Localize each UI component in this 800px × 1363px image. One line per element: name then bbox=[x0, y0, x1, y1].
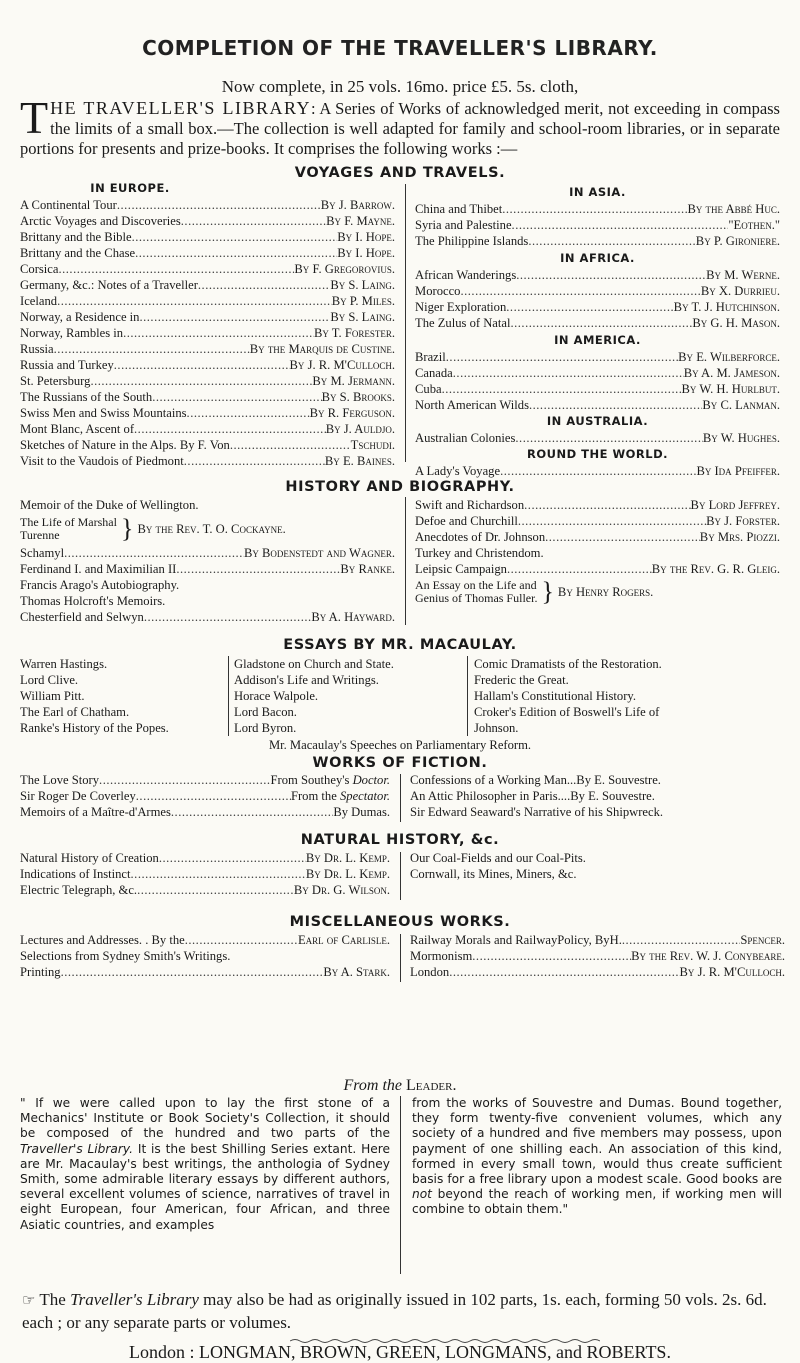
leader-quote-left: " If we were called upon to lay the first stone of a Mechanics' Institute or Book Society's Collection, it should be composed of the hundred and two parts of the Traveller's Library. It is the best Shilling Series extant. Here are Mr. Macaulay's best writings, the anthologia of Sydney Smith, some admirable literary essays by different authors, several excellent volumes of science, narratives of travel in eight European, four American, four African, and three Asiatic countries, and examples bbox=[20, 1096, 390, 1232]
dot-leader bbox=[99, 772, 270, 788]
brace-glyph: } bbox=[541, 577, 554, 606]
dot-leader bbox=[57, 293, 332, 309]
dot-leader bbox=[516, 267, 706, 283]
list-item bbox=[415, 283, 780, 299]
list-item bbox=[415, 430, 780, 446]
item-title: Brazil bbox=[415, 350, 446, 364]
item-author: By Ida Pfeiffer. bbox=[696, 464, 780, 478]
list-item bbox=[20, 421, 395, 437]
list-item: Croker's Edition of Boswell's Life of bbox=[474, 705, 660, 719]
subheading-australia: IN AUSTRALIA. bbox=[546, 414, 649, 428]
dot-leader bbox=[61, 964, 324, 980]
dot-leader bbox=[131, 866, 306, 882]
item-title: Canada bbox=[415, 366, 453, 380]
item-title: Germany, &c.: Notes of a Traveller bbox=[20, 278, 198, 292]
australia-list bbox=[415, 430, 780, 446]
list-item: An Attic Philosopher in Paris....By E. Souvestre. bbox=[410, 789, 655, 803]
item-author: By T. Forester. bbox=[313, 326, 395, 340]
item-author: Tschudi. bbox=[350, 438, 395, 452]
item-title: Memoirs of a Maître-d'Armes bbox=[20, 805, 171, 819]
item-author: By P. Gironiere. bbox=[695, 234, 780, 248]
list-item bbox=[410, 932, 785, 948]
list-item bbox=[20, 325, 395, 341]
item-author: By W. Hughes. bbox=[702, 431, 780, 445]
dot-leader bbox=[136, 788, 291, 804]
dot-leader bbox=[135, 245, 337, 261]
fiction-left-list bbox=[20, 772, 390, 820]
item-author: By the Rev. T. O. Cockayne. bbox=[137, 521, 286, 536]
item-title: Railway Morals and RailwayPolicy, ByH. bbox=[410, 933, 622, 947]
item-title: The Philippine Islands bbox=[415, 234, 529, 248]
list-item: Memoir of the Duke of Wellington. bbox=[20, 498, 199, 512]
dot-leader bbox=[181, 213, 326, 229]
library-title: HE TRAVELLER'S LIBRARY bbox=[50, 98, 311, 118]
list-item: Comic Dramatists of the Restoration. bbox=[474, 657, 662, 671]
dot-leader bbox=[506, 299, 673, 315]
list-item: Schamyl ..... By Bodenstedt and Wagner. bbox=[20, 545, 395, 561]
list-item bbox=[20, 437, 395, 453]
list-item bbox=[20, 373, 395, 389]
column-divider bbox=[228, 656, 229, 736]
item-title: Russia and Turkey bbox=[20, 358, 114, 372]
dot-leader bbox=[453, 365, 684, 381]
dot-leader bbox=[449, 964, 679, 980]
author-prefix: From Southey's bbox=[270, 773, 353, 787]
author-prefix: From the bbox=[290, 789, 340, 803]
item-author: By I. Hope. bbox=[337, 230, 395, 244]
list-item: Our Coal-Fields and our Coal-Pits. bbox=[410, 851, 586, 865]
subheading-asia: IN ASIA. bbox=[569, 185, 626, 199]
dot-leader bbox=[117, 197, 321, 213]
essays-column-2 bbox=[234, 656, 464, 736]
list-item: Swift and Richardson ..... By Lord Jeffrey. bbox=[415, 497, 780, 513]
item-author: By S. Laing. bbox=[330, 278, 395, 292]
brace-glyph: } bbox=[120, 514, 134, 543]
natural-left-list bbox=[20, 850, 390, 898]
author-emphasis: Spectator. bbox=[339, 789, 390, 803]
list-item bbox=[415, 233, 780, 249]
list-item: Cornwall, its Mines, Miners, &c. bbox=[410, 867, 577, 881]
item-title: Visit to the Vaudois of Piedmont bbox=[20, 454, 184, 468]
item-author bbox=[291, 788, 390, 804]
misc-right-list bbox=[410, 932, 785, 980]
item-author: By the Abbé Huc. bbox=[687, 202, 780, 216]
item-title: The Zulus of Natal bbox=[415, 316, 511, 330]
list-item bbox=[20, 964, 390, 980]
item-author: By C. Lanman. bbox=[702, 398, 780, 412]
list-item bbox=[415, 463, 780, 479]
list-item bbox=[20, 513, 395, 545]
item-author: By T. J. Hutchinson. bbox=[673, 300, 780, 314]
list-item bbox=[20, 405, 395, 421]
item-title: Sir Roger De Coverley bbox=[20, 789, 136, 803]
page-title: COMPLETION OF THE TRAVELLER'S LIBRARY. bbox=[142, 36, 658, 60]
dot-leader bbox=[510, 315, 692, 331]
drop-cap: T bbox=[20, 92, 49, 143]
item-title: Norway, Rambles in bbox=[20, 326, 124, 340]
africa-list bbox=[415, 267, 780, 331]
list-item bbox=[20, 866, 390, 882]
item-title: Printing bbox=[20, 965, 61, 979]
dot-leader bbox=[171, 804, 333, 820]
list-item bbox=[20, 357, 395, 373]
history-right-list bbox=[415, 497, 780, 607]
item-author: By Henry Rogers. bbox=[557, 584, 654, 599]
item-title-line: Turenne bbox=[20, 528, 60, 542]
list-item: Francis Arago's Autobiography. bbox=[20, 578, 180, 592]
item-author: By E. Baines. bbox=[324, 454, 395, 468]
item-author: By A. M. Jameson. bbox=[683, 366, 780, 380]
list-item: Chesterfield and Selwyn ..... By A. Hayward. bbox=[20, 609, 395, 625]
list-item bbox=[415, 267, 780, 283]
item-author: By R. Ferguson. bbox=[309, 406, 395, 420]
list-item: Lord Byron. bbox=[234, 721, 297, 735]
dot-leader bbox=[114, 357, 290, 373]
item-title-line: The Life of Marshal bbox=[20, 515, 117, 529]
item-author: By M. Jermann. bbox=[312, 374, 395, 388]
dot-leader bbox=[132, 229, 338, 245]
list-item: Lord Clive. bbox=[20, 673, 79, 687]
list-item bbox=[20, 882, 390, 898]
item-author: By S. Brooks. bbox=[321, 390, 395, 404]
item-author: By W. H. Hurlbut. bbox=[681, 382, 780, 396]
item-title: Arctic Voyages and Discoveries bbox=[20, 214, 181, 228]
item-author bbox=[271, 772, 390, 788]
list-item: Warren Hastings. bbox=[20, 657, 108, 671]
dot-leader bbox=[460, 283, 700, 299]
list-item bbox=[20, 804, 390, 820]
item-author: By Dr. G. Wilson. bbox=[293, 883, 390, 897]
misc-left-list bbox=[20, 932, 390, 980]
subheading-africa: IN AFRICA. bbox=[560, 251, 635, 265]
item-author: By J. Barrow. bbox=[320, 198, 395, 212]
list-item bbox=[20, 389, 395, 405]
list-item bbox=[20, 453, 395, 469]
item-title: Mont Blanc, Ascent of bbox=[20, 422, 135, 436]
dot-leader bbox=[515, 430, 703, 446]
item-author: By J. R. M'Culloch. bbox=[679, 965, 785, 979]
list-item bbox=[415, 201, 780, 217]
item-author: By E. Wilberforce. bbox=[678, 350, 780, 364]
section-heading-essays: ESSAYS BY MR. MACAULAY. bbox=[283, 637, 517, 653]
dot-leader bbox=[528, 233, 695, 249]
item-author: Spencer. bbox=[740, 933, 785, 947]
item-author: By S. Laing. bbox=[330, 310, 395, 324]
list-item: Johnson. bbox=[474, 721, 519, 735]
list-item: Addison's Life and Writings. bbox=[234, 673, 379, 687]
item-author: By X. Durrieu. bbox=[700, 284, 780, 298]
history-left-list bbox=[20, 497, 395, 625]
item-title: London bbox=[410, 965, 450, 979]
item-author: By Dr. L. Kemp. bbox=[305, 867, 390, 881]
item-author: By the Marquis de Custine. bbox=[249, 342, 395, 356]
leader-attribution bbox=[0, 1077, 800, 1095]
section-heading-history: HISTORY AND BIOGRAPHY. bbox=[285, 479, 515, 495]
list-item: Sir Edward Seaward's Narrative of his Shipwreck. bbox=[410, 805, 664, 819]
item-title: Brittany and the Chase bbox=[20, 246, 136, 260]
dot-leader bbox=[137, 882, 294, 898]
subheading-europe: IN EUROPE. bbox=[90, 181, 170, 195]
intro-paragraph bbox=[20, 92, 780, 159]
dot-leader bbox=[472, 948, 631, 964]
item-title: Russia bbox=[20, 342, 54, 356]
author-emphasis: Doctor. bbox=[352, 773, 390, 787]
item-author: By I. Hope. bbox=[337, 246, 395, 260]
essays-column-1 bbox=[20, 656, 220, 736]
item-author: By G. H. Mason. bbox=[692, 316, 780, 330]
list-item: Ranke's History of the Popes. bbox=[20, 721, 169, 735]
dot-leader bbox=[159, 850, 306, 866]
list-item bbox=[415, 315, 780, 331]
item-author: By Dr. L. Kemp. bbox=[305, 851, 390, 865]
section-heading-natural: NATURAL HISTORY, &c. bbox=[300, 832, 500, 848]
natural-right-list bbox=[410, 850, 785, 882]
item-author: By J. Auldjo. bbox=[325, 422, 395, 436]
list-item bbox=[20, 293, 395, 309]
list-item: Thomas Holcroft's Memoirs. bbox=[20, 594, 166, 608]
list-item bbox=[20, 788, 390, 804]
list-item bbox=[410, 948, 785, 964]
list-item bbox=[20, 213, 395, 229]
item-author: Earl of Carlisle. bbox=[297, 933, 390, 947]
item-title: China and Thibet bbox=[415, 202, 503, 216]
item-title: Corsica bbox=[20, 262, 59, 276]
essays-column-3 bbox=[474, 656, 784, 736]
dot-leader bbox=[529, 397, 702, 413]
item-title: Cuba bbox=[415, 382, 442, 396]
dot-leader bbox=[198, 277, 330, 293]
section-heading-misc: MISCELLANEOUS WORKS. bbox=[289, 914, 511, 930]
item-title: Mormonism bbox=[410, 949, 473, 963]
section-heading-fiction: WORKS OF FICTION. bbox=[312, 755, 488, 771]
leader-quote-right: from the works of Souvestre and Dumas. Bound together, they form twenty-five convenient volumes, which any society of a hundred and five members may possess, upon payment of one shilling each. An association of this kind, formed in every small town, would thus create sufficient basis for a free library upon a modest scale. Good books are not beyond the reach of working men, if working men will combine to obtain them." bbox=[412, 1096, 782, 1217]
item-author: By F. Gregorovius. bbox=[294, 262, 395, 276]
item-title: A Lady's Voyage bbox=[415, 464, 501, 478]
item-title: Natural History of Creation bbox=[20, 851, 159, 865]
column-divider bbox=[400, 852, 401, 900]
item-title: Swiss Men and Swiss Mountains bbox=[20, 406, 187, 420]
item-title: Sketches of Nature in the Alps. By F. Von bbox=[20, 438, 230, 452]
list-item: Confessions of a Working Man...By E. Souvestre. bbox=[410, 773, 661, 787]
column-divider bbox=[400, 774, 401, 822]
attribution-source: Leader. bbox=[406, 1077, 457, 1094]
list-item bbox=[20, 850, 390, 866]
list-item: William Pitt. bbox=[20, 689, 85, 703]
also-available-note: ☞ The Traveller's Library may also be had as originally issued in 102 parts, 1s. each, forming 50 vols. 2s. 6d. each ; or any separate parts or volumes. bbox=[22, 1290, 767, 1332]
list-item bbox=[415, 365, 780, 381]
dot-leader bbox=[185, 932, 298, 948]
item-title: Norway, a Residence in bbox=[20, 310, 140, 324]
list-item bbox=[20, 261, 395, 277]
dot-leader bbox=[500, 463, 696, 479]
item-title-line: An Essay on the Life and bbox=[415, 578, 537, 592]
item-title: Iceland bbox=[20, 294, 58, 308]
subheading-america: IN AMERICA. bbox=[554, 333, 641, 347]
dot-leader bbox=[442, 381, 682, 397]
dot-leader bbox=[230, 437, 351, 453]
list-item bbox=[415, 381, 780, 397]
list-item bbox=[20, 245, 395, 261]
dot-leader bbox=[58, 261, 294, 277]
item-title: The Russians of the South bbox=[20, 390, 153, 404]
list-item bbox=[20, 772, 390, 788]
list-item bbox=[20, 932, 390, 948]
list-item bbox=[415, 217, 780, 233]
subheading-world: ROUND THE WORLD. bbox=[526, 447, 669, 461]
column-divider bbox=[467, 656, 468, 736]
list-item: Anecdotes of Dr. Johnson ..... By Mrs. Piozzi. bbox=[415, 529, 780, 545]
intro-text: : A Series of Works of acknowledged merit, not exceeding in compass the limits of a small box.—The collection is well adapted for family and school-room libraries, or in separate portions for presents and prize-books. It comprises the following works :— bbox=[20, 99, 780, 158]
item-author: "Eothen." bbox=[728, 218, 780, 232]
list-item: Defoe and Churchill ..... By J. Forster. bbox=[415, 513, 780, 529]
asia-list bbox=[415, 201, 780, 249]
author-prefix: By Dumas. bbox=[333, 805, 390, 819]
column-divider bbox=[400, 934, 401, 982]
item-title-line: Genius of Thomas Fuller. bbox=[415, 591, 538, 605]
list-item bbox=[20, 229, 395, 245]
announcement: Now complete, in 25 vols. 16mo. price £5. 5s. cloth, bbox=[221, 77, 579, 96]
europe-list bbox=[20, 197, 395, 469]
dot-leader bbox=[446, 349, 678, 365]
america-list bbox=[415, 349, 780, 413]
item-title: Australian Colonies bbox=[415, 431, 516, 445]
list-item bbox=[415, 349, 780, 365]
list-item bbox=[415, 577, 780, 607]
list-item bbox=[20, 309, 395, 325]
item-title: Selections from Sydney Smith's Writings. bbox=[20, 949, 231, 963]
list-item bbox=[415, 397, 780, 413]
fiction-right-list bbox=[410, 772, 785, 820]
item-author: By J. R. M'Culloch. bbox=[289, 358, 395, 372]
item-author: By P. Miles. bbox=[331, 294, 395, 308]
item-title: Syria and Palestine bbox=[415, 218, 512, 232]
column-divider bbox=[405, 497, 406, 625]
dot-leader bbox=[54, 341, 250, 357]
item-author: By M. Werne. bbox=[706, 268, 780, 282]
item-title: North American Wilds bbox=[415, 398, 529, 412]
list-item: Turkey and Christendom. bbox=[415, 546, 544, 560]
dot-leader bbox=[152, 389, 321, 405]
list-item: Gladstone on Church and State. bbox=[234, 657, 394, 671]
list-item bbox=[20, 197, 395, 213]
list-item bbox=[20, 341, 395, 357]
item-title: Electric Telegraph, &c. bbox=[20, 883, 138, 897]
item-title: Indications of Instinct bbox=[20, 867, 131, 881]
dot-leader bbox=[134, 421, 326, 437]
publisher-imprint: London : LONGMAN, BROWN, GREEN, LONGMANS, and ROBERTS. bbox=[129, 1342, 671, 1362]
item-author: By A. Stark. bbox=[323, 965, 390, 979]
dot-leader bbox=[184, 453, 325, 469]
section-heading-voyages: VOYAGES AND TRAVELS. bbox=[294, 165, 506, 181]
dot-leader bbox=[622, 932, 740, 948]
dot-leader bbox=[502, 201, 687, 217]
item-title: Morocco bbox=[415, 284, 461, 298]
item-author bbox=[333, 804, 390, 820]
list-item: Lord Bacon. bbox=[234, 705, 297, 719]
item-title: Niger Exploration bbox=[415, 300, 507, 314]
item-title: Lectures and Addresses. . By the bbox=[20, 933, 185, 947]
dot-leader bbox=[512, 217, 729, 233]
list-item: Leipsic Campaign ..... By the Rev. G. R. Gleig. bbox=[415, 561, 780, 577]
list-item: Frederic the Great. bbox=[474, 673, 569, 687]
item-title: St. Petersburg bbox=[20, 374, 91, 388]
list-item: Ferdinand I. and Maximilian II ..... By Ranke. bbox=[20, 561, 395, 577]
item-author: By F. Mayne. bbox=[326, 214, 395, 228]
column-divider bbox=[405, 184, 406, 462]
essays-speeches: Mr. Macaulay's Speeches on Parliamentary Reform. bbox=[268, 738, 532, 752]
item-title: African Wanderings bbox=[415, 268, 517, 282]
list-item: Hallam's Constitutional History. bbox=[474, 689, 637, 703]
dot-leader bbox=[139, 309, 330, 325]
list-item bbox=[415, 299, 780, 315]
list-item: Horace Walpole. bbox=[234, 689, 319, 703]
dot-leader bbox=[187, 405, 310, 421]
list-item bbox=[20, 277, 395, 293]
list-item: The Earl of Chatham. bbox=[20, 705, 130, 719]
column-divider bbox=[400, 1096, 401, 1274]
item-title: A Continental Tour bbox=[20, 198, 117, 212]
dot-leader bbox=[123, 325, 314, 341]
item-title: The Love Story bbox=[20, 773, 100, 787]
dot-leader bbox=[90, 373, 312, 389]
list-item bbox=[410, 964, 785, 980]
item-title: Brittany and the Bible bbox=[20, 230, 132, 244]
world-list bbox=[415, 463, 780, 479]
item-author: By the Rev. W. J. Conybeare. bbox=[631, 949, 785, 963]
list-item bbox=[20, 948, 390, 964]
attribution-prefix: From the bbox=[343, 1077, 407, 1094]
pointing-hand-icon: ☞ bbox=[22, 1293, 36, 1309]
